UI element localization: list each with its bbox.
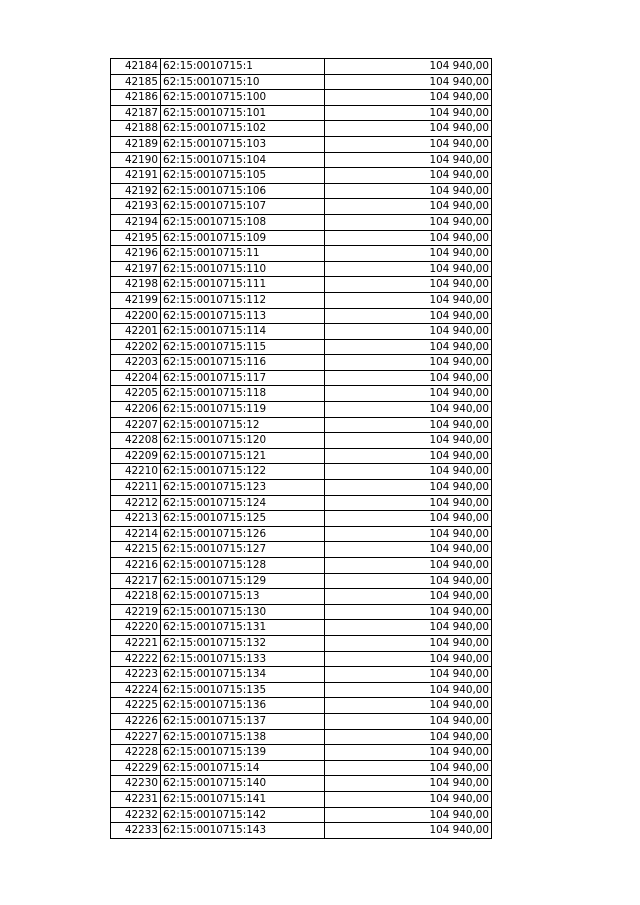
value-cell: 104 940,00 [325,324,492,340]
row-number-cell: 42199 [111,292,161,308]
value-cell: 104 940,00 [325,620,492,636]
table-row [111,589,492,605]
value-cell: 104 940,00 [325,526,492,542]
value-cell: 104 940,00 [325,713,492,729]
cadastral-number-cell: 62:15:0010715:103 [161,136,325,152]
value-cell: 104 940,00 [325,277,492,293]
value-cell: 104 940,00 [325,542,492,558]
table-row [111,199,492,215]
table-row [111,355,492,371]
table-row [111,682,492,698]
value-cell: 104 940,00 [325,355,492,371]
row-number-cell: 42224 [111,682,161,698]
row-number-cell: 42213 [111,511,161,527]
row-number-cell: 42201 [111,324,161,340]
row-number-cell: 42191 [111,168,161,184]
cadastral-number-cell: 62:15:0010715:124 [161,495,325,511]
table-row [111,667,492,683]
table-row [111,339,492,355]
value-cell: 104 940,00 [325,74,492,90]
cadastral-value-table [110,58,492,839]
table-row [111,776,492,792]
value-cell: 104 940,00 [325,807,492,823]
table-row [111,558,492,574]
table-row [111,713,492,729]
table-row [111,308,492,324]
table-row [111,168,492,184]
cadastral-number-cell: 62:15:0010715:114 [161,324,325,340]
value-cell: 104 940,00 [325,495,492,511]
value-cell: 104 940,00 [325,105,492,121]
table-row [111,121,492,137]
value-cell: 104 940,00 [325,480,492,496]
cadastral-number-cell: 62:15:0010715:120 [161,433,325,449]
cadastral-number-cell: 62:15:0010715:10 [161,74,325,90]
row-number-cell: 42205 [111,386,161,402]
row-number-cell: 42194 [111,214,161,230]
row-number-cell: 42187 [111,105,161,121]
value-cell: 104 940,00 [325,183,492,199]
value-cell: 104 940,00 [325,558,492,574]
table-row [111,402,492,418]
row-number-cell: 42200 [111,308,161,324]
cadastral-number-cell: 62:15:0010715:104 [161,152,325,168]
cadastral-number-cell: 62:15:0010715:122 [161,464,325,480]
value-cell: 104 940,00 [325,791,492,807]
table-row [111,230,492,246]
cadastral-number-cell: 62:15:0010715:134 [161,667,325,683]
table-row [111,526,492,542]
row-number-cell: 42217 [111,573,161,589]
value-cell: 104 940,00 [325,511,492,527]
value-cell: 104 940,00 [325,292,492,308]
value-cell: 104 940,00 [325,651,492,667]
cadastral-number-cell: 62:15:0010715:101 [161,105,325,121]
cadastral-number-cell: 62:15:0010715:1 [161,59,325,75]
cadastral-number-cell: 62:15:0010715:125 [161,511,325,527]
cadastral-number-cell: 62:15:0010715:136 [161,698,325,714]
table-row [111,729,492,745]
cadastral-number-cell: 62:15:0010715:131 [161,620,325,636]
table-row [111,604,492,620]
value-cell: 104 940,00 [325,339,492,355]
value-cell: 104 940,00 [325,464,492,480]
cadastral-number-cell: 62:15:0010715:117 [161,370,325,386]
table-row [111,745,492,761]
row-number-cell: 42212 [111,495,161,511]
cadastral-number-cell: 62:15:0010715:138 [161,729,325,745]
cadastral-number-cell: 62:15:0010715:12 [161,417,325,433]
cadastral-number-cell: 62:15:0010715:123 [161,480,325,496]
row-number-cell: 42222 [111,651,161,667]
row-number-cell: 42216 [111,558,161,574]
value-cell: 104 940,00 [325,433,492,449]
cadastral-number-cell: 62:15:0010715:107 [161,199,325,215]
row-number-cell: 42218 [111,589,161,605]
row-number-cell: 42192 [111,183,161,199]
value-cell: 104 940,00 [325,729,492,745]
cadastral-number-cell: 62:15:0010715:135 [161,682,325,698]
row-number-cell: 42221 [111,635,161,651]
cadastral-number-cell: 62:15:0010715:143 [161,823,325,839]
table-row [111,417,492,433]
table-row [111,635,492,651]
row-number-cell: 42195 [111,230,161,246]
value-cell: 104 940,00 [325,823,492,839]
cadastral-number-cell: 62:15:0010715:139 [161,745,325,761]
table-row [111,620,492,636]
value-cell: 104 940,00 [325,386,492,402]
value-cell: 104 940,00 [325,59,492,75]
cadastral-number-cell: 62:15:0010715:111 [161,277,325,293]
table-row [111,495,492,511]
cadastral-number-cell: 62:15:0010715:113 [161,308,325,324]
table-row [111,136,492,152]
value-cell: 104 940,00 [325,199,492,215]
table-row [111,791,492,807]
table-row [111,760,492,776]
value-cell: 104 940,00 [325,214,492,230]
cadastral-number-cell: 62:15:0010715:109 [161,230,325,246]
row-number-cell: 42226 [111,713,161,729]
row-number-cell: 42230 [111,776,161,792]
table-row [111,823,492,839]
row-number-cell: 42228 [111,745,161,761]
row-number-cell: 42215 [111,542,161,558]
value-cell: 104 940,00 [325,261,492,277]
table-row [111,261,492,277]
cadastral-number-cell: 62:15:0010715:121 [161,448,325,464]
table-row [111,152,492,168]
cadastral-number-cell: 62:15:0010715:128 [161,558,325,574]
table-body [111,59,492,839]
value-cell: 104 940,00 [325,136,492,152]
row-number-cell: 42208 [111,433,161,449]
cadastral-number-cell: 62:15:0010715:142 [161,807,325,823]
cadastral-number-cell: 62:15:0010715:140 [161,776,325,792]
row-number-cell: 42210 [111,464,161,480]
table-row [111,698,492,714]
cadastral-number-cell: 62:15:0010715:137 [161,713,325,729]
value-cell: 104 940,00 [325,635,492,651]
cadastral-number-cell: 62:15:0010715:129 [161,573,325,589]
row-number-cell: 42231 [111,791,161,807]
table-row [111,90,492,106]
value-cell: 104 940,00 [325,682,492,698]
table-row [111,433,492,449]
table-row [111,511,492,527]
cadastral-number-cell: 62:15:0010715:102 [161,121,325,137]
cadastral-number-cell: 62:15:0010715:106 [161,183,325,199]
row-number-cell: 42189 [111,136,161,152]
cadastral-number-cell: 62:15:0010715:132 [161,635,325,651]
value-cell: 104 940,00 [325,90,492,106]
row-number-cell: 42186 [111,90,161,106]
row-number-cell: 42229 [111,760,161,776]
cadastral-number-cell: 62:15:0010715:141 [161,791,325,807]
table-row [111,105,492,121]
value-cell: 104 940,00 [325,760,492,776]
row-number-cell: 42193 [111,199,161,215]
row-number-cell: 42202 [111,339,161,355]
cadastral-number-cell: 62:15:0010715:105 [161,168,325,184]
cadastral-number-cell: 62:15:0010715:127 [161,542,325,558]
row-number-cell: 42184 [111,59,161,75]
row-number-cell: 42197 [111,261,161,277]
row-number-cell: 42232 [111,807,161,823]
cadastral-number-cell: 62:15:0010715:11 [161,246,325,262]
row-number-cell: 42225 [111,698,161,714]
value-cell: 104 940,00 [325,402,492,418]
table-row [111,74,492,90]
table-row [111,386,492,402]
row-number-cell: 42227 [111,729,161,745]
table-row [111,464,492,480]
value-cell: 104 940,00 [325,152,492,168]
row-number-cell: 42206 [111,402,161,418]
row-number-cell: 42223 [111,667,161,683]
cadastral-number-cell: 62:15:0010715:13 [161,589,325,605]
cadastral-number-cell: 62:15:0010715:126 [161,526,325,542]
value-cell: 104 940,00 [325,246,492,262]
table-row [111,59,492,75]
value-cell: 104 940,00 [325,168,492,184]
table-row [111,277,492,293]
row-number-cell: 42190 [111,152,161,168]
value-cell: 104 940,00 [325,667,492,683]
value-cell: 104 940,00 [325,776,492,792]
table-row [111,651,492,667]
table-row [111,542,492,558]
cadastral-number-cell: 62:15:0010715:108 [161,214,325,230]
table-row [111,214,492,230]
cadastral-number-cell: 62:15:0010715:110 [161,261,325,277]
value-cell: 104 940,00 [325,745,492,761]
value-cell: 104 940,00 [325,417,492,433]
value-cell: 104 940,00 [325,121,492,137]
row-number-cell: 42233 [111,823,161,839]
row-number-cell: 42209 [111,448,161,464]
table-row [111,324,492,340]
cadastral-number-cell: 62:15:0010715:119 [161,402,325,418]
cadastral-number-cell: 62:15:0010715:116 [161,355,325,371]
table-row [111,370,492,386]
row-number-cell: 42203 [111,355,161,371]
table-row [111,448,492,464]
value-cell: 104 940,00 [325,308,492,324]
table-row [111,292,492,308]
table-row [111,183,492,199]
cadastral-number-cell: 62:15:0010715:133 [161,651,325,667]
cadastral-number-cell: 62:15:0010715:115 [161,339,325,355]
cadastral-number-cell: 62:15:0010715:130 [161,604,325,620]
cadastral-number-cell: 62:15:0010715:100 [161,90,325,106]
row-number-cell: 42204 [111,370,161,386]
row-number-cell: 42220 [111,620,161,636]
cadastral-number-cell: 62:15:0010715:112 [161,292,325,308]
value-cell: 104 940,00 [325,698,492,714]
value-cell: 104 940,00 [325,370,492,386]
cadastral-number-cell: 62:15:0010715:14 [161,760,325,776]
table-row [111,480,492,496]
value-cell: 104 940,00 [325,448,492,464]
row-number-cell: 42207 [111,417,161,433]
cadastral-number-cell: 62:15:0010715:118 [161,386,325,402]
row-number-cell: 42211 [111,480,161,496]
value-cell: 104 940,00 [325,604,492,620]
value-cell: 104 940,00 [325,589,492,605]
value-cell: 104 940,00 [325,230,492,246]
row-number-cell: 42185 [111,74,161,90]
row-number-cell: 42188 [111,121,161,137]
row-number-cell: 42219 [111,604,161,620]
row-number-cell: 42214 [111,526,161,542]
value-cell: 104 940,00 [325,573,492,589]
row-number-cell: 42196 [111,246,161,262]
table-row [111,246,492,262]
row-number-cell: 42198 [111,277,161,293]
table-row [111,807,492,823]
table-row [111,573,492,589]
